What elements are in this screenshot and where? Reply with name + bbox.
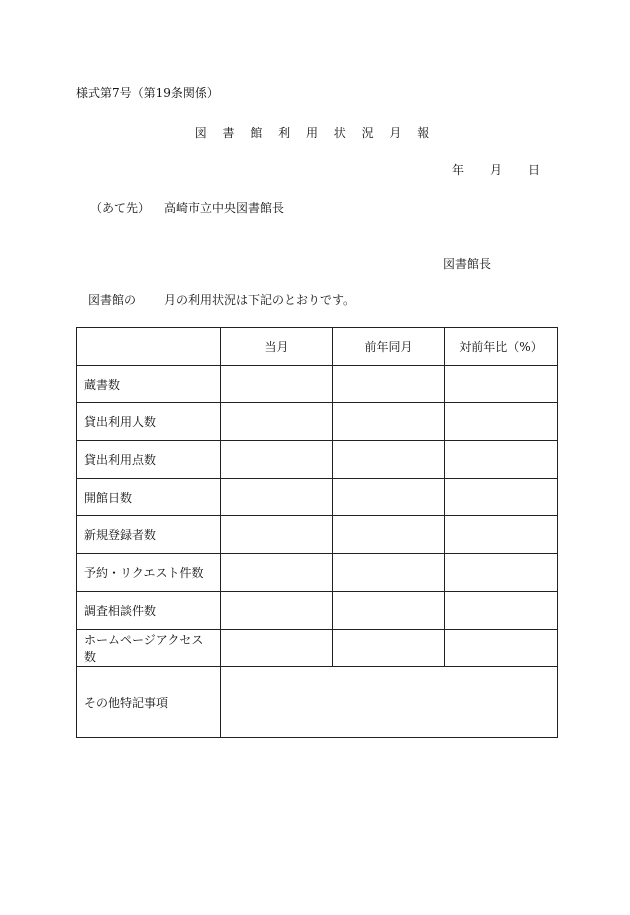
table-row <box>77 478 558 516</box>
cell-last-year[interactable] <box>333 365 445 403</box>
sender-title: 図書館長 <box>443 257 492 271</box>
row-label-open-days: 開館日数 <box>77 478 221 516</box>
cell-current[interactable] <box>221 591 333 629</box>
row-label-notes: その他特記事項 <box>77 667 221 738</box>
intro-sentence <box>88 291 355 308</box>
cell-last-year[interactable] <box>333 629 445 667</box>
cell-last-year[interactable] <box>333 403 445 441</box>
cell-current[interactable] <box>221 478 333 516</box>
table-row <box>77 629 558 667</box>
cell-ratio[interactable] <box>445 629 558 667</box>
table-header-row <box>77 328 558 366</box>
cell-last-year[interactable] <box>333 516 445 554</box>
cell-last-year[interactable] <box>333 478 445 516</box>
cell-current[interactable] <box>221 365 333 403</box>
row-label-new-registrations: 新規登録者数 <box>77 516 221 554</box>
notes-cell[interactable] <box>221 667 558 738</box>
table-row <box>77 403 558 441</box>
cell-current[interactable] <box>221 554 333 592</box>
cell-current[interactable] <box>221 629 333 667</box>
cell-last-year[interactable] <box>333 441 445 479</box>
row-label-loans: 貸出利用点数 <box>77 441 221 479</box>
cell-ratio[interactable] <box>445 403 558 441</box>
row-label-collection: 蔵書数 <box>77 365 221 403</box>
table-row <box>77 591 558 629</box>
row-label-web-access: ホームページアクセス数 <box>77 629 221 667</box>
cell-ratio[interactable] <box>445 516 558 554</box>
header-blank-cell <box>77 328 221 366</box>
table-row-notes <box>77 667 558 738</box>
cell-last-year[interactable] <box>333 591 445 629</box>
cell-current[interactable] <box>221 516 333 554</box>
row-label-reservations: 予約・リクエスト件数 <box>77 554 221 592</box>
cell-ratio[interactable] <box>445 478 558 516</box>
table-row <box>77 554 558 592</box>
form-number: 様式第7号（第19条関係） <box>76 86 219 100</box>
header-current-month: 当月 <box>221 328 333 366</box>
date-day-label: 日 <box>528 163 541 177</box>
table-row <box>77 365 558 403</box>
row-label-borrowers: 貸出利用人数 <box>77 403 221 441</box>
header-yoy-ratio: 対前年比（%） <box>445 328 558 366</box>
table-row <box>77 441 558 479</box>
cell-ratio[interactable] <box>445 441 558 479</box>
cell-ratio[interactable] <box>445 365 558 403</box>
date-year-label: 年 <box>452 163 465 177</box>
cell-ratio[interactable] <box>445 554 558 592</box>
document-title: 図 書 館 利 用 状 況 月 報 <box>194 126 436 140</box>
usage-table <box>76 327 558 738</box>
header-same-month-last-year: 前年同月 <box>333 328 445 366</box>
addressee-name: 高崎市立中央図書館長 <box>164 201 285 215</box>
table-row <box>77 516 558 554</box>
cell-current[interactable] <box>221 403 333 441</box>
addressee-label: （あて先） <box>90 201 151 215</box>
addressee <box>90 199 284 216</box>
cell-current[interactable] <box>221 441 333 479</box>
date-month-label: 月 <box>490 163 503 177</box>
cell-last-year[interactable] <box>333 554 445 592</box>
cell-ratio[interactable] <box>445 591 558 629</box>
intro-prefix: 図書館の <box>88 293 137 307</box>
row-label-reference: 調査相談件数 <box>77 591 221 629</box>
date-line <box>452 161 540 178</box>
intro-suffix: 月の利用状況は下記のとおりです。 <box>164 293 356 307</box>
